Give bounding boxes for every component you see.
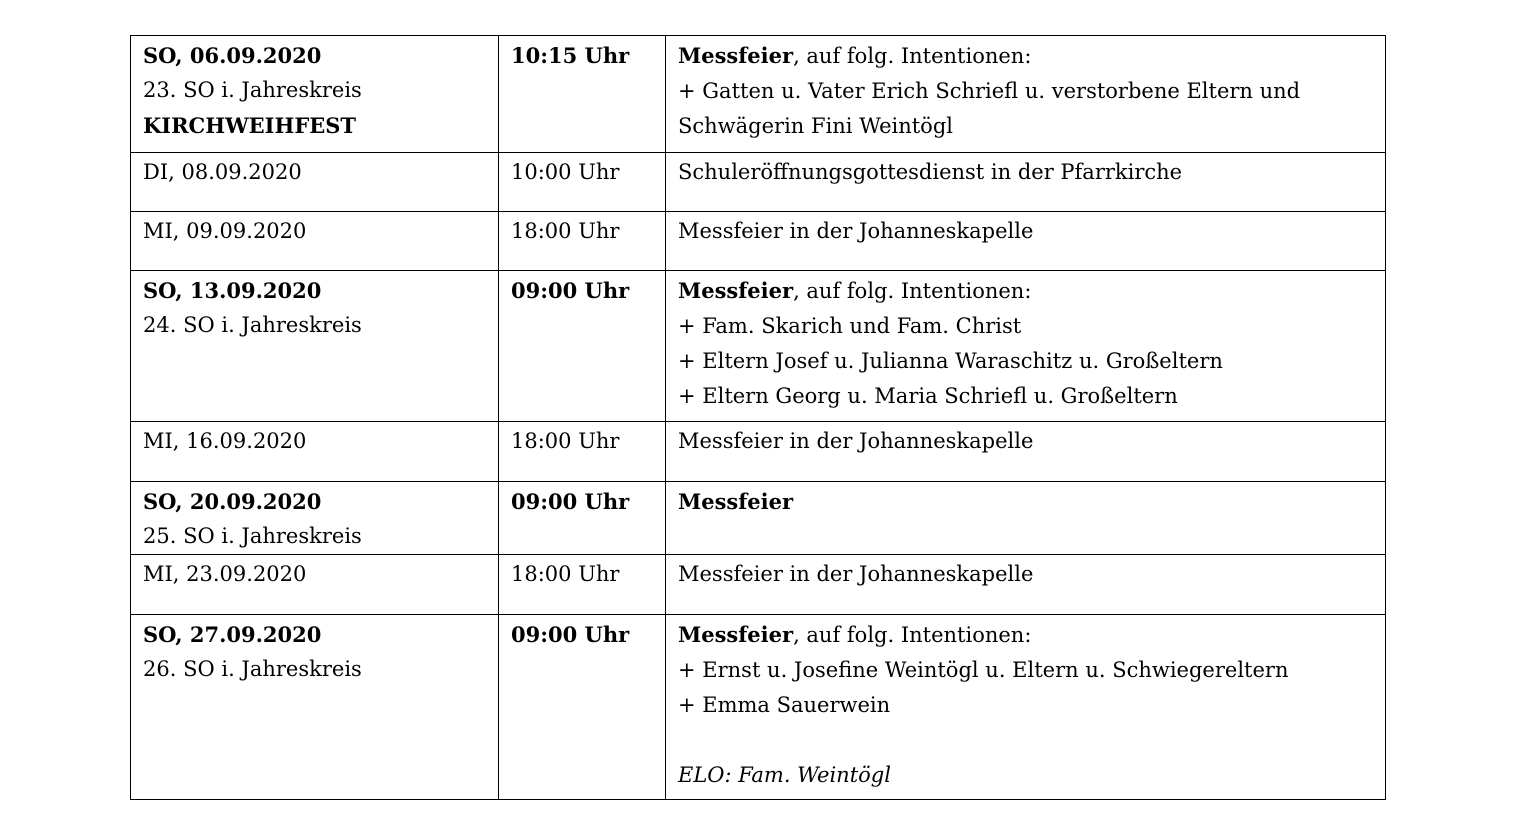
liturgical-day: 26. SO i. Jahreskreis — [143, 657, 362, 681]
time: 09:00 Uhr — [511, 278, 630, 303]
event-subtitle: , auf folg. Intentionen: — [793, 279, 1032, 303]
event-cell — [666, 36, 1386, 153]
time: 09:00 Uhr — [511, 622, 630, 647]
time-cell — [499, 615, 666, 800]
event-cell — [666, 271, 1386, 422]
schedule-row — [131, 36, 1386, 153]
time-cell — [499, 555, 666, 615]
time: 09:00 Uhr — [511, 489, 630, 514]
time: 18:00 Uhr — [511, 562, 620, 586]
event-title: Messfeier — [678, 622, 794, 647]
schedule-row — [131, 271, 1386, 422]
event-title: Messfeier in der Johanneskapelle — [678, 562, 1034, 586]
schedule-row — [131, 555, 1386, 615]
date: MI, 23.09.2020 — [143, 562, 307, 586]
time-cell — [499, 482, 666, 555]
date-cell — [131, 271, 499, 422]
time: 18:00 Uhr — [511, 219, 620, 243]
event-heading — [678, 617, 1373, 653]
liturgical-day: 24. SO i. Jahreskreis — [143, 313, 362, 337]
event-heading — [678, 38, 1373, 74]
event-heading — [678, 273, 1373, 309]
event-title: Messfeier in der Johanneskapelle — [678, 219, 1034, 243]
feast-name: KIRCHWEIHFEST — [143, 113, 357, 138]
intention: + Ernst u. Josefine Weintögl u. Eltern u. Schwiegereltern — [678, 658, 1289, 682]
time-cell — [499, 212, 666, 271]
schedule-row — [131, 153, 1386, 212]
time-cell — [499, 153, 666, 212]
time: 18:00 Uhr — [511, 429, 620, 453]
blank-line — [678, 723, 1373, 758]
date: SO, 20.09.2020 — [143, 489, 322, 514]
elo-note: ELO: Fam. Weintögl — [678, 763, 891, 787]
intention: + Emma Sauerwein — [678, 693, 891, 717]
date-cell — [131, 615, 499, 800]
time-cell — [499, 36, 666, 153]
time: 10:00 Uhr — [511, 160, 620, 184]
event-subtitle: , auf folg. Intentionen: — [793, 44, 1032, 68]
time-cell — [499, 422, 666, 482]
mass-schedule-table — [130, 35, 1386, 800]
time: 10:15 Uhr — [511, 43, 630, 68]
event-title: Messfeier — [678, 43, 794, 68]
date-cell — [131, 555, 499, 615]
date-cell — [131, 482, 499, 555]
date: MI, 09.09.2020 — [143, 219, 307, 243]
event-title: Schuleröffnungsgottesdienst in der Pfarrkirche — [678, 160, 1183, 184]
intention: + Eltern Georg u. Maria Schriefl u. Großeltern — [678, 384, 1178, 408]
date: MI, 16.09.2020 — [143, 429, 307, 453]
event-cell — [666, 212, 1386, 271]
date: SO, 27.09.2020 — [143, 622, 322, 647]
liturgical-day: 23. SO i. Jahreskreis — [143, 78, 362, 102]
date-cell — [131, 212, 499, 271]
schedule-row — [131, 212, 1386, 271]
date-cell — [131, 153, 499, 212]
date-cell — [131, 422, 499, 482]
time-cell — [499, 271, 666, 422]
intention: + Eltern Josef u. Julianna Waraschitz u. Großeltern — [678, 349, 1223, 373]
event-cell — [666, 615, 1386, 800]
schedule-row — [131, 615, 1386, 800]
event-subtitle: , auf folg. Intentionen: — [793, 623, 1032, 647]
event-cell — [666, 555, 1386, 615]
date: DI, 08.09.2020 — [143, 160, 302, 184]
intention: + Gatten u. Vater Erich Schriefl u. verstorbene Eltern und — [678, 79, 1301, 103]
event-cell — [666, 422, 1386, 482]
date-cell — [131, 36, 499, 153]
event-title: Messfeier — [678, 278, 794, 303]
event-cell — [666, 153, 1386, 212]
event-title: Messfeier — [678, 489, 794, 514]
date: SO, 13.09.2020 — [143, 278, 322, 303]
intention: Schwägerin Fini Weintögl — [678, 114, 953, 138]
liturgical-day: 25. SO i. Jahreskreis — [143, 524, 362, 548]
event-cell — [666, 482, 1386, 555]
intention: + Fam. Skarich und Fam. Christ — [678, 314, 1022, 338]
date: SO, 06.09.2020 — [143, 43, 322, 68]
schedule-row — [131, 482, 1386, 555]
schedule-row — [131, 422, 1386, 482]
event-title: Messfeier in der Johanneskapelle — [678, 429, 1034, 453]
